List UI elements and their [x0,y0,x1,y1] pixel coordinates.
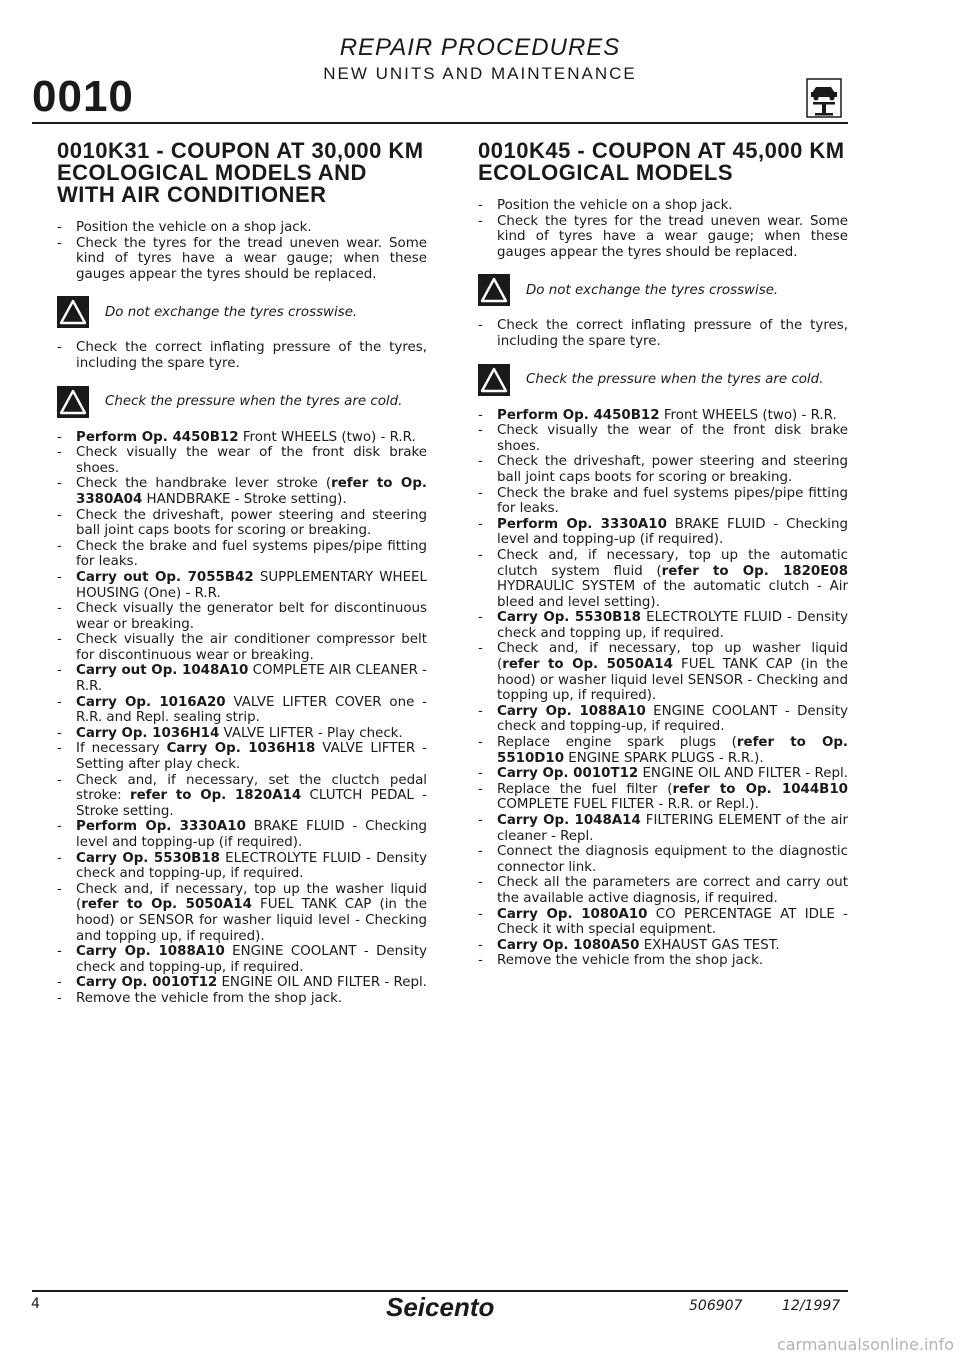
list-item: - Check the driveshaft, power steering and steering ball joint caps boots for scoring or breaking. [57,508,427,539]
left-note-2 [57,386,427,418]
right-note-1 [478,274,848,306]
page-header [0,0,960,125]
list-item: - Check visually the wear of the front disk brake shoes. [478,423,848,454]
list-item: - Position the vehicle on a shop jack. [478,198,848,214]
list-item: - Check and, if necessary, top up the automatic clutch system fluid (refer to Op. 1820E08 HYDRAULIC SYSTEM of the automatic clutch - Air bleed and level setting). [478,548,848,610]
list-item: - Carry Op. 5530B18 ELECTROLYTE FLUID - Density check and topping up, if required. [478,610,848,641]
list-item: - Perform Op. 4450B12 Front WHEELS (two) - R.R. [57,430,427,446]
list-item: - Carry Op. 1088A10 ENGINE COOLANT - Density check and topping-up, if required. [57,944,427,975]
warning-triangle-icon [57,386,89,418]
list-item: - Carry Op. 0010T12 ENGINE OIL AND FILTER - Repl. [478,766,848,782]
list-item: - Check visually the wear of the front disk brake shoes. [57,445,427,476]
list-item: - Check the brake and fuel systems pipes/pipe fitting for leaks. [57,539,427,570]
list-item: - Remove the vehicle from the shop jack. [57,991,427,1007]
list-item: - Carry Op. 1036H14 VALVE LIFTER - Play check. [57,726,427,742]
list-item: - Carry Op. 5530B18 ELECTROLYTE FLUID - Density check and topping-up, if required. [57,851,427,882]
list-item: - Check all the parameters are correct and carry out the available active diagnosis, if required. [478,875,848,906]
right-heading: 0010K45 - COUPON AT 45,000 KM ECOLOGICAL MODELS [478,138,845,185]
section-number: 0010 [32,72,134,121]
left-list-a [57,220,427,282]
left-column [57,132,427,1007]
note-text: Do not exchange the tyres crosswise. [526,282,779,298]
right-column [478,132,848,969]
list-item: - Check visually the air conditioner compressor belt for discontinuous wear or breaking. [57,632,427,663]
list-item: - Remove the vehicle from the shop jack. [478,953,848,969]
list-item: - Carry Op. 1048A14 FILTERING ELEMENT of the air cleaner - Repl. [478,813,848,844]
list-item: - Check the handbrake lever stroke (refer to Op. 3380A04 HANDBRAKE - Stroke setting). [57,476,427,507]
vehicle-lift-icon [806,78,842,118]
warning-triangle-icon [57,296,89,328]
note-text: Check the pressure when the tyres are cold. [105,393,403,409]
list-item: - If necessary Carry Op. 1036H18 VALVE LIFTER - Setting after play check. [57,741,427,772]
watermark: carmanualsonline.info [776,1335,954,1354]
list-item: - Replace the fuel filter (refer to Op. 1044B10 COMPLETE FUEL FILTER - R.R. or Repl.). [478,782,848,813]
right-note-2 [478,364,848,396]
right-list-a [478,198,848,260]
document-date: 12/1997 [782,1298,841,1314]
document-code: 506907 [689,1298,743,1314]
list-item: - Perform Op. 4450B12 Front WHEELS (two) - R.R. [478,408,848,424]
left-heading: 0010K31 - COUPON AT 30,000 KM ECOLOGICAL MODELS AND WITH AIR CONDITIONER [57,138,424,207]
header-subtitle: NEW UNITS AND MAINTENANCE [323,64,637,83]
left-list-c [57,430,427,1007]
list-item: - Carry Op. 1080A50 EXHAUST GAS TEST. [478,938,848,954]
list-item: - Check and, if necessary, top up the washer liquid (refer to Op. 5050A14 FUEL TANK CAP (in the hood) or SENSOR for washer liquid level - Checking and topping up, if required). [57,882,427,944]
right-list-b [478,318,848,349]
header-divider [32,122,848,124]
page-number: 4 [31,1296,40,1312]
list-item: - Check the driveshaft, power steering and steering ball joint caps boots for scoring or breaking. [478,454,848,485]
brand-logo: Seicento [386,1292,495,1322]
list-item: - Carry Op. 1088A10 ENGINE COOLANT - Density check and topping-up, if required. [478,704,848,735]
list-item: - Check the tyres for the tread uneven wear. Some kind of tyres have a wear gauge; when these gauges appear the tyres should be replaced. [57,236,427,283]
right-list-c [478,408,848,969]
warning-triangle-icon [478,364,510,396]
list-item: - Check the correct inflating pressure of the tyres, including the spare tyre. [478,318,848,349]
left-list-b [57,340,427,371]
list-item: - Check and, if necessary, set the cluctch pedal stroke: refer to Op. 1820A14 CLUTCH PEDAL - Stroke setting. [57,773,427,820]
list-item: - Check and, if necessary, top up washer liquid (refer to Op. 5050A14 FUEL TANK CAP (in the hood) or washer liquid level SENSOR - Checking and topping up, if required). [478,641,848,703]
list-item: - Perform Op. 3330A10 BRAKE FLUID - Checking level and topping-up (if required). [57,819,427,850]
note-text: Check the pressure when the tyres are cold. [526,371,824,387]
list-item: - Carry Op. 0010T12 ENGINE OIL AND FILTER - Repl. [57,975,427,991]
list-item: - Carry out Op. 1048A10 COMPLETE AIR CLEANER - R.R. [57,663,427,694]
list-item: - Check the correct inflating pressure of the tyres, including the spare tyre. [57,340,427,371]
list-item: - Check the tyres for the tread uneven wear. Some kind of tyres have a wear gauge; when these gauges appear the tyres should be replaced. [478,214,848,261]
header-title: REPAIR PROCEDURES [339,34,621,61]
list-item: - Position the vehicle on a shop jack. [57,220,427,236]
list-item: - Check visually the generator belt for discontinuous wear or breaking. [57,601,427,632]
list-item: - Connect the diagnosis equipment to the diagnostic connector link. [478,844,848,875]
warning-triangle-icon [478,274,510,306]
list-item: - Carry Op. 1080A10 CO PERCENTAGE AT IDLE - Check it with special equipment. [478,907,848,938]
list-item: - Carry out Op. 7055B42 SUPPLEMENTARY WHEEL HOUSING (One) - R.R. [57,570,427,601]
list-item: - Check the brake and fuel systems pipes/pipe fitting for leaks. [478,486,848,517]
left-note-1 [57,296,427,328]
list-item: - Carry Op. 1016A20 VALVE LIFTER COVER one - R.R. and Repl. sealing strip. [57,695,427,726]
note-text: Do not exchange the tyres crosswise. [105,304,358,320]
list-item: - Replace engine spark plugs (refer to Op. 5510D10 ENGINE SPARK PLUGS - R.R.). [478,735,848,766]
list-item: - Perform Op. 3330A10 BRAKE FLUID - Checking level and topping-up (if required). [478,517,848,548]
